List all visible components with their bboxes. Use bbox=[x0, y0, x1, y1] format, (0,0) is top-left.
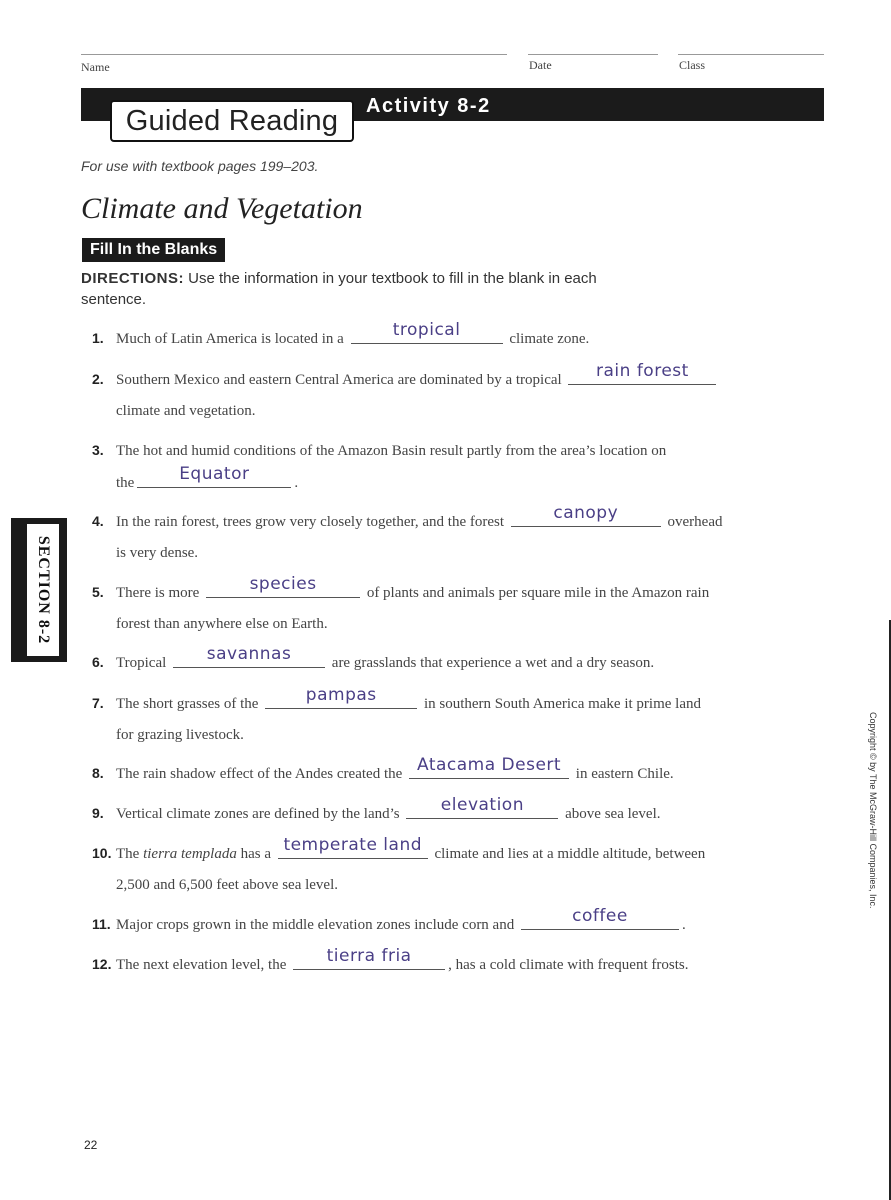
handwritten-answer: tierra fria bbox=[326, 946, 412, 966]
question-4 bbox=[92, 503, 723, 569]
directions-text: Use the information in your textbook to fill in the blank in each sentence. bbox=[81, 270, 597, 308]
answer-blank[interactable] bbox=[137, 464, 291, 488]
question-number: 3. bbox=[92, 442, 104, 458]
question-text-line2: 2,500 and 6,500 feet above sea level. bbox=[116, 877, 339, 893]
question-number: 9. bbox=[92, 805, 104, 821]
question-text: Tropical bbox=[116, 655, 167, 671]
question-11 bbox=[92, 906, 686, 941]
question-text-after: are grasslands that experience a wet and a dry season. bbox=[331, 655, 655, 671]
question-text: The rain shadow effect of the Andes created the bbox=[116, 766, 403, 782]
question-text-line2: climate and vegetation. bbox=[116, 403, 256, 419]
question-text-after: overhead bbox=[667, 514, 723, 530]
answer-blank[interactable] bbox=[265, 685, 417, 709]
section-heading: Fill In the Blanks bbox=[82, 238, 225, 262]
question-12 bbox=[92, 946, 689, 981]
question-text-mid: has a bbox=[240, 846, 271, 862]
question-text-after: , has a cold climate with frequent frosts. bbox=[448, 957, 689, 973]
answer-blank[interactable] bbox=[511, 503, 661, 527]
question-text: The bbox=[116, 846, 140, 862]
question-text-line2: is very dense. bbox=[116, 545, 199, 561]
textbook-pages-note: For use with textbook pages 199–203. bbox=[81, 158, 319, 174]
answer-blank[interactable] bbox=[206, 574, 360, 598]
question-line2 bbox=[92, 464, 666, 499]
question-number: 5. bbox=[92, 584, 104, 600]
question-1 bbox=[92, 320, 590, 355]
question-10 bbox=[92, 835, 706, 901]
handwritten-answer: elevation bbox=[440, 795, 524, 815]
question-text: The hot and humid conditions of the Amazon Basin result partly from the area’s location on bbox=[116, 443, 667, 459]
guided-reading-box bbox=[110, 100, 354, 142]
class-line bbox=[678, 54, 824, 55]
answer-blank[interactable] bbox=[293, 946, 445, 970]
answer-blank[interactable] bbox=[568, 361, 716, 385]
question-text-after: in eastern Chile. bbox=[575, 766, 674, 782]
question-3 bbox=[92, 435, 666, 499]
question-text: The next elevation level, the bbox=[116, 957, 287, 973]
question-number: 6. bbox=[92, 654, 104, 670]
question-number: 2. bbox=[92, 371, 104, 387]
question-number: 8. bbox=[92, 765, 104, 781]
handwritten-answer: Atacama Desert bbox=[416, 755, 562, 775]
class-label: Class bbox=[679, 58, 706, 72]
question-text-after: above sea level. bbox=[565, 806, 661, 822]
answer-blank[interactable] bbox=[409, 755, 569, 779]
term-tierra-templada: tierra templada bbox=[143, 846, 237, 862]
section-tab-label: SECTION 8-2 bbox=[35, 535, 53, 645]
question-text-the: the bbox=[116, 475, 135, 491]
guided-reading-label: Guided Reading bbox=[125, 104, 339, 137]
question-text: Major crops grown in the middle elevation zones include corn and bbox=[116, 917, 515, 933]
handwritten-answer: canopy bbox=[553, 503, 619, 523]
question-text-line2: forest than anywhere else on Earth. bbox=[116, 616, 328, 632]
answer-blank[interactable] bbox=[351, 320, 503, 344]
handwritten-answer: Equator bbox=[179, 464, 250, 484]
page-number: 22 bbox=[84, 1138, 98, 1152]
question-number: 10. bbox=[92, 845, 112, 861]
question-text-after: climate zone. bbox=[509, 331, 590, 347]
name-label: Name bbox=[81, 60, 110, 74]
question-text-after: . bbox=[681, 917, 686, 933]
answer-blank[interactable] bbox=[406, 795, 558, 819]
question-number: 1. bbox=[92, 330, 104, 346]
handwritten-answer: pampas bbox=[305, 685, 377, 705]
date-line bbox=[528, 54, 658, 55]
lesson-title: Climate and Vegetation bbox=[81, 192, 363, 225]
name-line bbox=[81, 54, 507, 55]
question-text-after: of plants and animals per square mile in the Amazon rain bbox=[366, 585, 710, 601]
question-text-after: climate and lies at a middle altitude, between bbox=[434, 846, 706, 862]
handwritten-answer: coffee bbox=[572, 906, 628, 926]
question-6 bbox=[92, 644, 655, 679]
copyright-notice: Copyright © by The McGraw-Hill Companies, Inc. bbox=[868, 712, 878, 909]
section-tab-label-box bbox=[27, 524, 59, 656]
question-text-line2: for grazing livestock. bbox=[116, 727, 244, 743]
question-7 bbox=[92, 685, 701, 751]
question-2 bbox=[92, 361, 719, 427]
question-number: 12. bbox=[92, 956, 112, 972]
handwritten-answer: temperate land bbox=[283, 835, 423, 855]
question-9 bbox=[92, 795, 661, 830]
directions-label: DIRECTIONS: bbox=[81, 270, 184, 287]
date-label: Date bbox=[529, 58, 552, 72]
question-text-after: . bbox=[294, 475, 299, 491]
handwritten-answer: savannas bbox=[206, 644, 292, 664]
activity-label: Activity 8-2 bbox=[366, 95, 491, 117]
question-text: Southern Mexico and eastern Central America are dominated by a tropical bbox=[116, 372, 562, 388]
answer-blank[interactable] bbox=[173, 644, 325, 668]
directions bbox=[81, 268, 621, 310]
question-number: 11. bbox=[92, 916, 111, 932]
question-text: In the rain forest, trees grow very closely together, and the forest bbox=[116, 514, 505, 530]
handwritten-answer: tropical bbox=[392, 320, 461, 340]
question-5 bbox=[92, 574, 710, 640]
question-text: The short grasses of the bbox=[116, 696, 259, 712]
question-text: Vertical climate zones are defined by the land’s bbox=[116, 806, 400, 822]
question-8 bbox=[92, 755, 674, 790]
handwritten-answer: species bbox=[249, 574, 317, 594]
question-text-after: in southern South America make it prime land bbox=[423, 696, 701, 712]
question-text: There is more bbox=[116, 585, 200, 601]
question-number: 7. bbox=[92, 695, 104, 711]
answer-blank[interactable] bbox=[521, 906, 679, 930]
handwritten-answer: rain forest bbox=[596, 361, 689, 381]
answer-blank[interactable] bbox=[278, 835, 428, 859]
question-number: 4. bbox=[92, 513, 104, 529]
question-text: Much of Latin America is located in a bbox=[116, 331, 344, 347]
